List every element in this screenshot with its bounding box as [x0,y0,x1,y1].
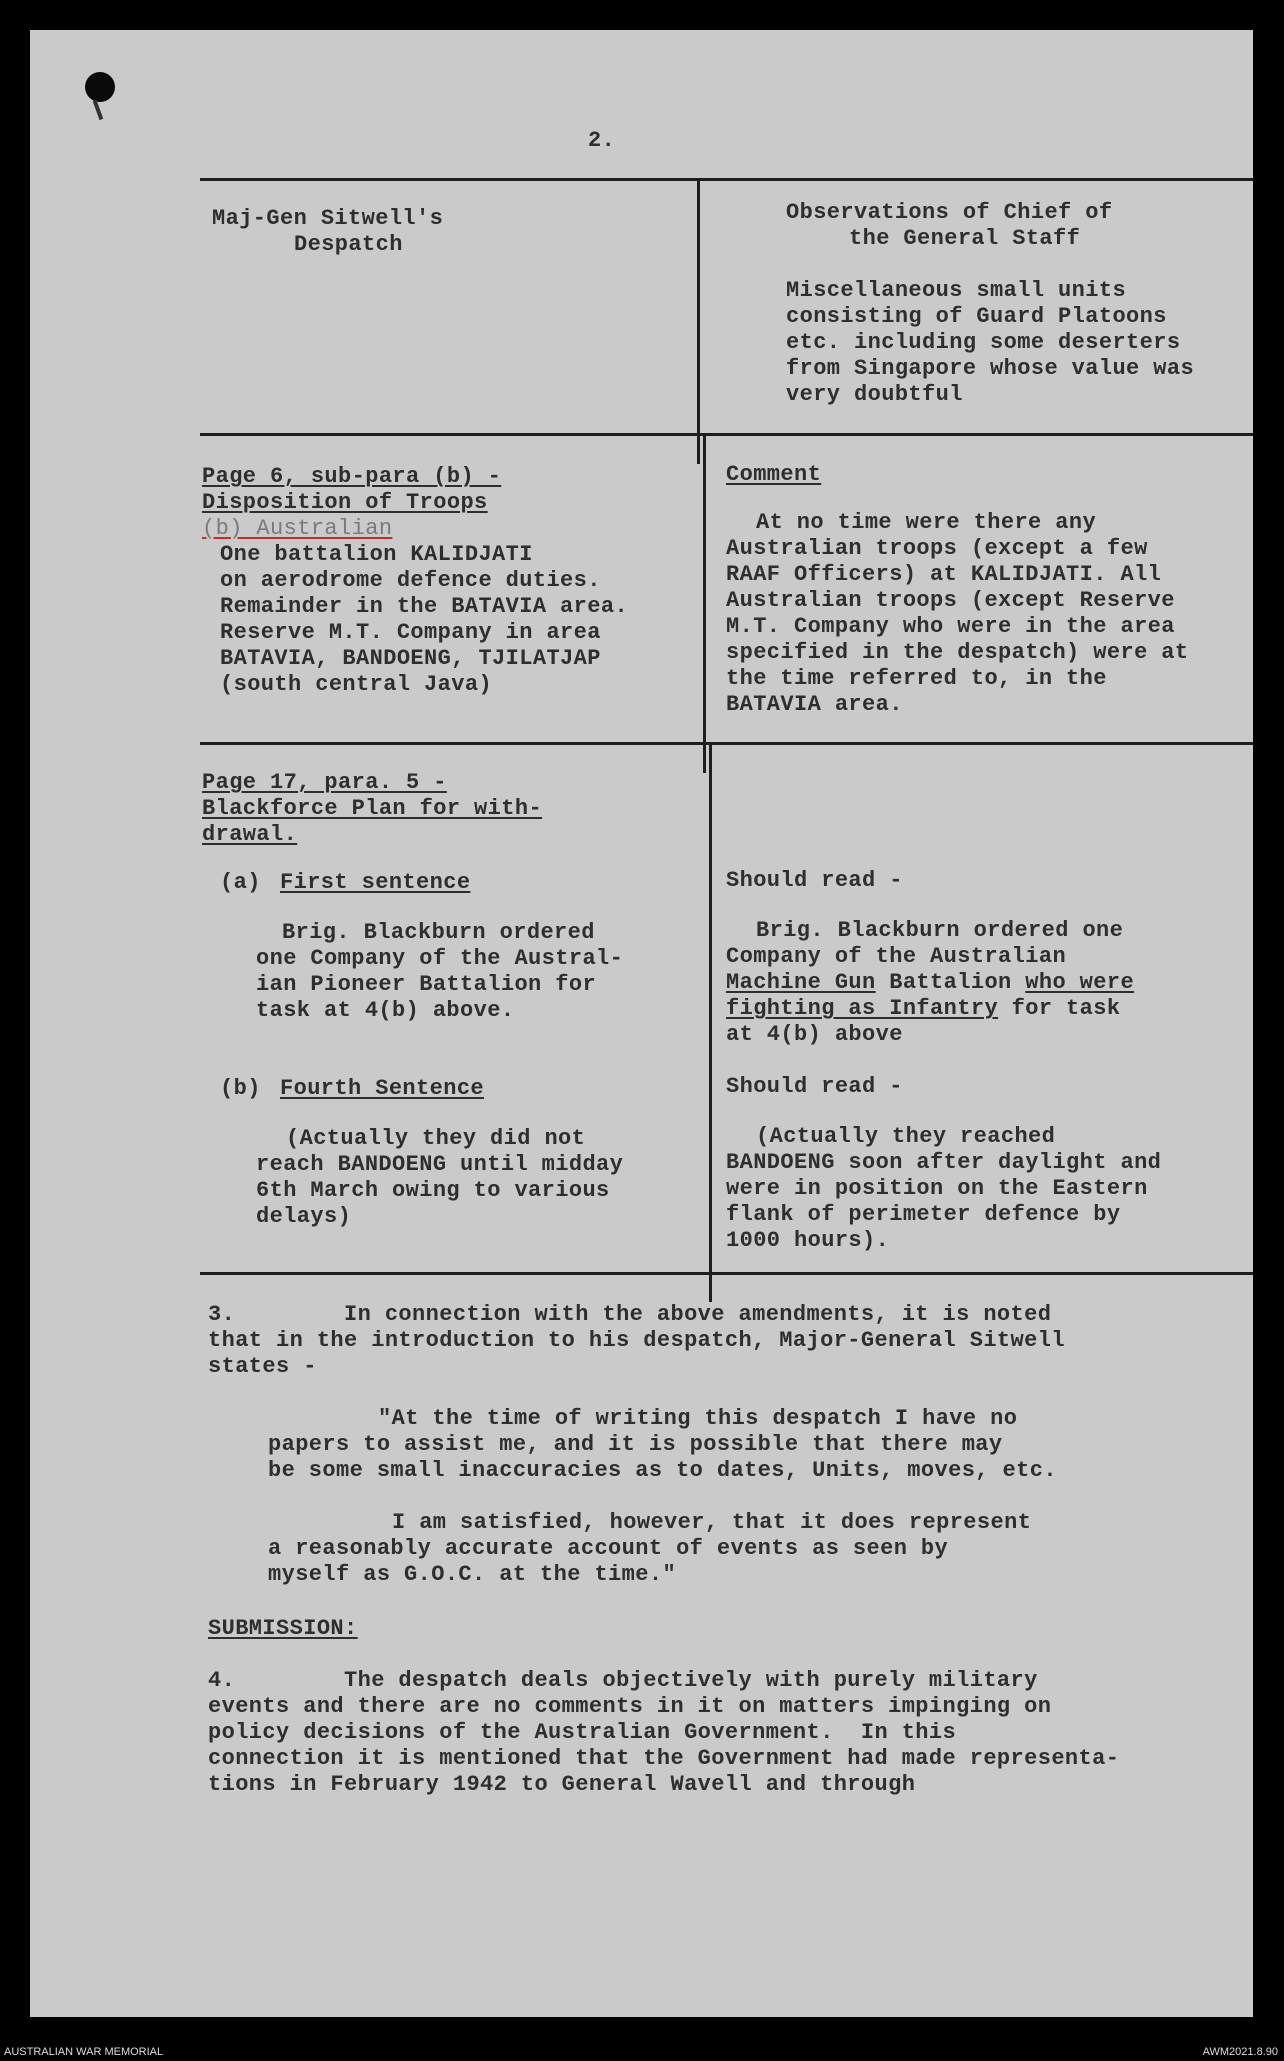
row2-left-line1: One battalion KALIDJATI [220,542,533,567]
row2-left-line5: BATAVIA, BANDOENG, TJILATJAP [220,646,601,671]
item-a-right-line1: Brig. Blackburn ordered one [756,918,1124,943]
row2-right-line4: Australian troops (except Reserve [726,588,1175,613]
footer-credit: AUSTRALIAN WAR MEMORIAL [4,2046,164,2058]
item-b-right-line1: (Actually they reached [756,1124,1056,1149]
row2-left-heading-line2: Disposition of Troops [202,490,488,515]
row3-left-heading-line1: Page 17, para. 5 - [202,770,447,795]
para4-line2: events and there are no comments in it on matters impinging on [208,1694,1052,1719]
item-a-right-line4-part1: fighting as Infantry [726,996,999,1021]
item-b-line4: delays) [256,1204,352,1229]
table-bottom-rule [200,1272,1253,1275]
item-a-right-line3-part3: who were [1025,970,1135,995]
para3-line2: that in the introduction to his despatch, Major-General Sitwell [208,1328,1065,1353]
item-b-line3: 6th March owing to various [256,1178,610,1203]
item-a-line2: one Company of the Austral- [256,946,624,971]
item-a-right-line3 [726,970,1134,996]
item-b-right-line3: were in position on the Eastern [726,1176,1148,1201]
row1-right-line4: from Singapore whose value was [786,356,1195,381]
row2-right-line2: Australian troops (except a few [726,536,1148,561]
quote-line2: papers to assist me, and it is possible that there may [268,1432,1003,1457]
item-b-line1: (Actually they did not [286,1126,586,1151]
item-a-right-line3-part1: Machine Gun [726,970,876,995]
header-right-line2: the General Staff [849,226,1081,251]
column-divider-3 [709,742,712,1302]
quote2-line2: a reasonably accurate account of events as seen by [268,1536,949,1561]
quote-line3: be some small inaccuracies as to dates, Units, moves, etc. [268,1458,1057,1483]
row2-left-line2: on aerodrome defence duties. [220,568,601,593]
row2-right-line1: At no time were there any [756,510,1097,535]
row-rule-2 [200,742,1253,745]
row1-right-line1: Miscellaneous small units [786,278,1127,303]
item-b-right-label: Should read - [726,1074,903,1099]
item-a-right-line2: Company of the Australian [726,944,1067,969]
item-a-line1: Brig. Blackburn ordered [282,920,595,945]
row2-left-heading-line1: Page 6, sub-para (b) - [202,464,502,489]
item-a-right-line3-part2: Battalion [875,970,1026,995]
para4-line4: connection it is mentioned that the Government had made representa- [208,1746,1120,1771]
row-rule-1 [200,433,1253,436]
row2-right-heading: Comment [726,462,822,487]
row3-left-heading-line3: drawal. [202,822,298,847]
para3-line1: 3. In connection with the above amendments, it is noted [208,1302,1052,1327]
table-top-rule [200,178,1253,181]
item-b-label: (b) [220,1076,261,1101]
row1-right-line5: very doubtful [786,382,963,407]
column-divider-2 [703,433,706,773]
row2-right-line7: the time referred to, in the [726,666,1107,691]
item-b-right-line4: flank of perimeter defence by [726,1202,1121,1227]
item-b-right-line2: BANDOENG soon after daylight and [726,1150,1162,1175]
quote-line1: "At the time of writing this despatch I have no [378,1406,1018,1431]
row2-right-line6: specified in the despatch) were at [726,640,1189,665]
row2-right-line8: BATAVIA area. [726,692,903,717]
submission-heading: SUBMISSION: [208,1616,358,1641]
item-a-right-label: Should read - [726,868,903,893]
row2-right-line3: RAAF Officers) at KALIDJATI. All [726,562,1162,587]
row2-left-subheading: (b) Australian [202,516,393,541]
page-number: 2. [588,128,616,153]
row1-right-line2: consisting of Guard Platoons [786,304,1167,329]
item-a-line4: task at 4(b) above. [256,998,515,1023]
quote2-line3: myself as G.O.C. at the time." [268,1562,677,1587]
quote2-line1: I am satisfied, however, that it does represent [392,1510,1032,1535]
item-a-label: (a) [220,870,261,895]
item-b-title: Fourth Sentence [280,1076,485,1101]
para4-line1: 4. The despatch deals objectively with purely military [208,1668,1038,1693]
para4-line3: policy decisions of the Australian Government. In this [208,1720,957,1745]
item-b-line2: reach BANDOENG until midday [256,1152,624,1177]
column-divider-1 [697,178,700,464]
item-a-line3: ian Pioneer Battalion for [256,972,597,997]
para4-line5: tions in February 1942 to General Wavell and through [208,1772,916,1797]
row2-left-line4: Reserve M.T. Company in area [220,620,601,645]
punch-hole-tear [93,100,104,120]
item-a-right-line4-part2: for task [998,996,1121,1021]
row3-left-heading-line2: Blackforce Plan for with- [202,796,543,821]
document-page [30,30,1253,2017]
header-right-line1: Observations of Chief of [786,200,1113,225]
footer-accession-number: AWM2021.8.90 [1202,2046,1278,2058]
punch-hole [85,72,115,102]
header-left-line2: Despatch [294,232,403,257]
row1-right-line3: etc. including some deserters [786,330,1181,355]
item-b-right-line5: 1000 hours). [726,1228,890,1253]
row2-right-line5: M.T. Company who were in the area [726,614,1175,639]
header-left-line1: Maj-Gen Sitwell's [212,206,444,231]
item-a-title: First sentence [280,870,471,895]
item-a-right-line4 [726,996,1120,1022]
row2-left-line3: Remainder in the BATAVIA area. [220,594,629,619]
row2-left-line6: (south central Java) [220,672,493,697]
item-a-right-line5: at 4(b) above [726,1022,903,1047]
para3-line3: states - [208,1354,317,1379]
